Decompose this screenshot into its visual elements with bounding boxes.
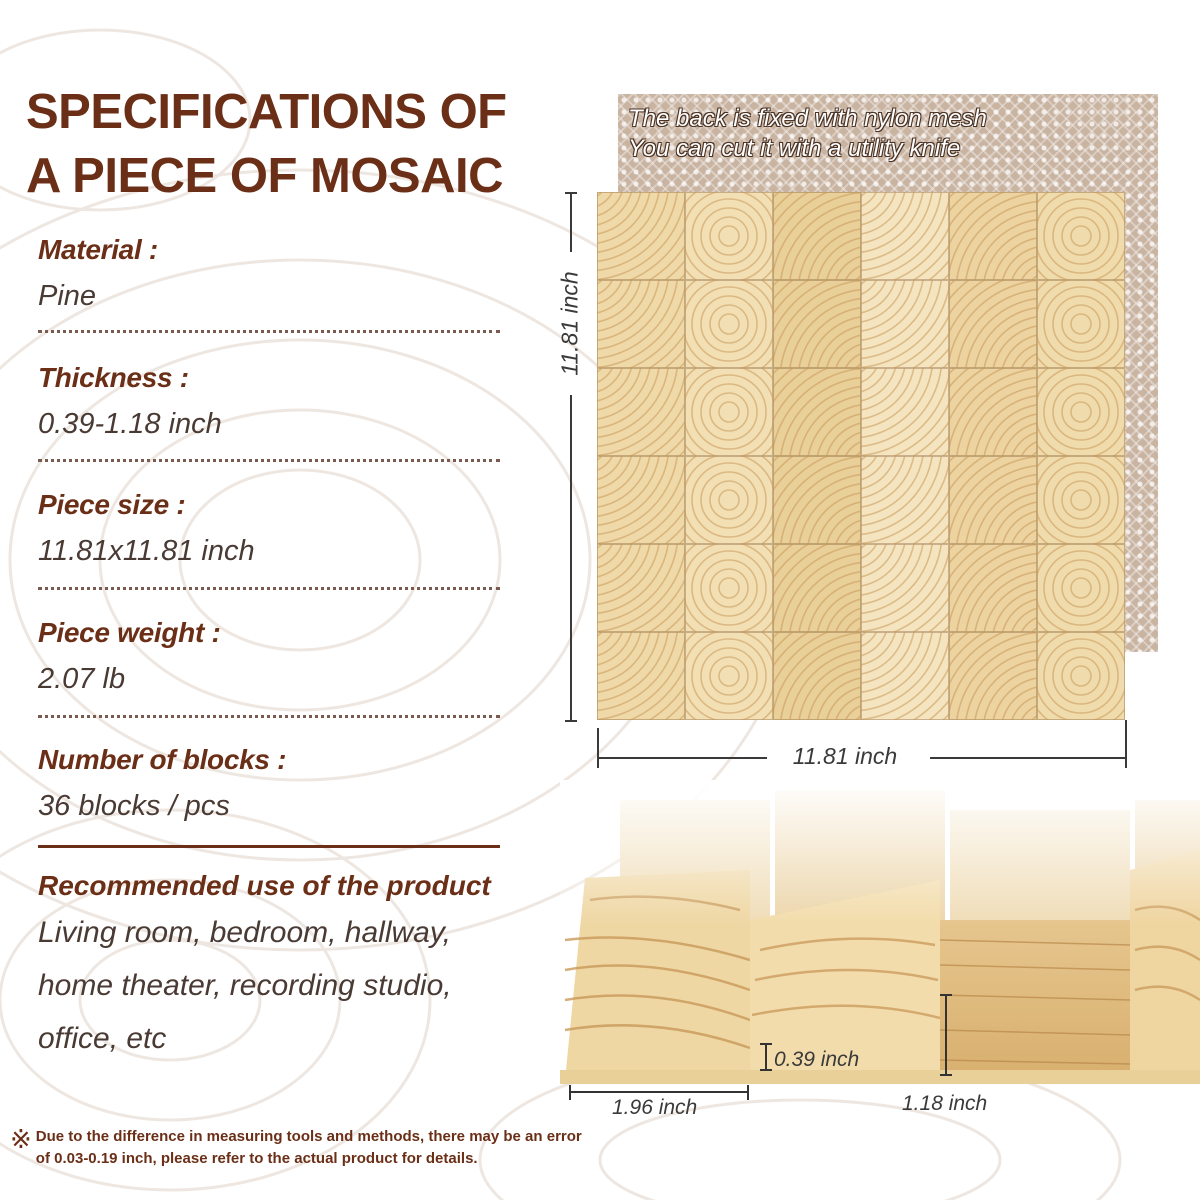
spec-divider	[38, 330, 500, 333]
mosaic-block	[597, 456, 685, 544]
recommended-use-label: Recommended use of the product	[38, 870, 491, 901]
mosaic-block	[685, 368, 773, 456]
dimension-line	[570, 192, 572, 252]
mosaic-block	[1037, 192, 1125, 280]
spec-label: Piece size :	[38, 489, 186, 520]
mosaic-block	[949, 544, 1037, 632]
reference-mark-icon: ※	[10, 1124, 32, 1154]
section-divider	[38, 845, 500, 848]
spec-value: 2.07 lb	[38, 663, 126, 695]
width-dimension-label: 11.81 inch	[792, 743, 898, 769]
spec-piece-size	[38, 488, 508, 568]
mosaic-block	[597, 280, 685, 368]
mosaic-block	[949, 280, 1037, 368]
mosaic-block	[773, 280, 861, 368]
dimension-tick	[1125, 720, 1127, 768]
recommended-use-line: Living room, bedroom, hallway,	[38, 916, 451, 949]
mosaic-block	[773, 456, 861, 544]
title-line-2: A PIECE OF MOSAIC	[26, 149, 504, 203]
dimension-line	[597, 757, 767, 759]
mosaic-block	[861, 632, 949, 720]
mosaic-block	[1037, 456, 1125, 544]
disclaimer-text: Due to the difference in measuring tools and methods, there may be an error of 0.03-0.19 inch, please refer to the actual product for details.	[35, 1128, 582, 1167]
mosaic-block	[597, 192, 685, 280]
mosaic-block	[861, 192, 949, 280]
mosaic-block	[949, 456, 1037, 544]
height-dimension-label: 11.81 inch	[556, 271, 583, 376]
disclaimer	[10, 1126, 590, 1170]
side-profile-view	[560, 780, 1200, 1100]
mosaic-panel	[597, 192, 1125, 720]
mosaic-block	[597, 368, 685, 456]
mosaic-block	[685, 632, 773, 720]
dimension-line	[570, 395, 572, 722]
mosaic-block	[861, 544, 949, 632]
spec-divider	[38, 587, 500, 590]
spec-divider	[38, 459, 500, 462]
recommended-use	[38, 868, 558, 1065]
mosaic-block	[773, 544, 861, 632]
spec-value: Pine	[38, 280, 97, 312]
spec-label: Number of blocks :	[38, 744, 287, 775]
mosaic-block	[773, 368, 861, 456]
mosaic-block	[949, 632, 1037, 720]
spec-label: Material :	[38, 234, 158, 265]
mosaic-block	[597, 544, 685, 632]
min-thickness-label: 0.39 inch	[774, 1048, 860, 1071]
spec-label: Piece weight :	[38, 617, 221, 648]
mosaic-block	[1037, 368, 1125, 456]
recommended-use-line: office, etc	[38, 1022, 167, 1055]
block-width-label: 1.96 inch	[612, 1096, 698, 1119]
page-title	[26, 80, 566, 208]
mosaic-block	[773, 192, 861, 280]
mosaic-block	[861, 280, 949, 368]
spec-label: Thickness :	[38, 362, 189, 393]
spec-number-of-blocks	[38, 743, 508, 823]
mosaic-block	[1037, 280, 1125, 368]
mosaic-block	[949, 368, 1037, 456]
spec-value: 0.39-1.18 inch	[38, 408, 222, 440]
mosaic-block	[597, 632, 685, 720]
mosaic-block	[685, 192, 773, 280]
spec-material	[38, 233, 508, 313]
mosaic-block	[861, 368, 949, 456]
spec-piece-weight	[38, 616, 508, 696]
spec-value: 36 blocks / pcs	[38, 790, 230, 822]
dimension-tick	[597, 728, 599, 768]
mesh-note	[628, 104, 1148, 164]
mosaic-block	[685, 456, 773, 544]
mosaic-block	[773, 632, 861, 720]
mosaic-block	[1037, 632, 1125, 720]
mosaic-block	[861, 456, 949, 544]
mosaic-block	[1037, 544, 1125, 632]
spec-divider	[38, 715, 500, 718]
mosaic-block	[685, 544, 773, 632]
mosaic-block	[685, 280, 773, 368]
mesh-note-line-1: The back is fixed with nylon mesh	[628, 105, 987, 132]
mesh-note-line-2: You can cut it with a utility knife	[628, 135, 961, 162]
spec-value: 11.81x11.81 inch	[38, 535, 255, 567]
spec-thickness	[38, 361, 508, 441]
recommended-use-line: home theater, recording studio,	[38, 969, 452, 1002]
title-line-1: SPECIFICATIONS OF	[26, 85, 507, 139]
dimension-line	[930, 757, 1126, 759]
mosaic-block	[949, 192, 1037, 280]
max-thickness-label: 1.18 inch	[902, 1092, 988, 1115]
